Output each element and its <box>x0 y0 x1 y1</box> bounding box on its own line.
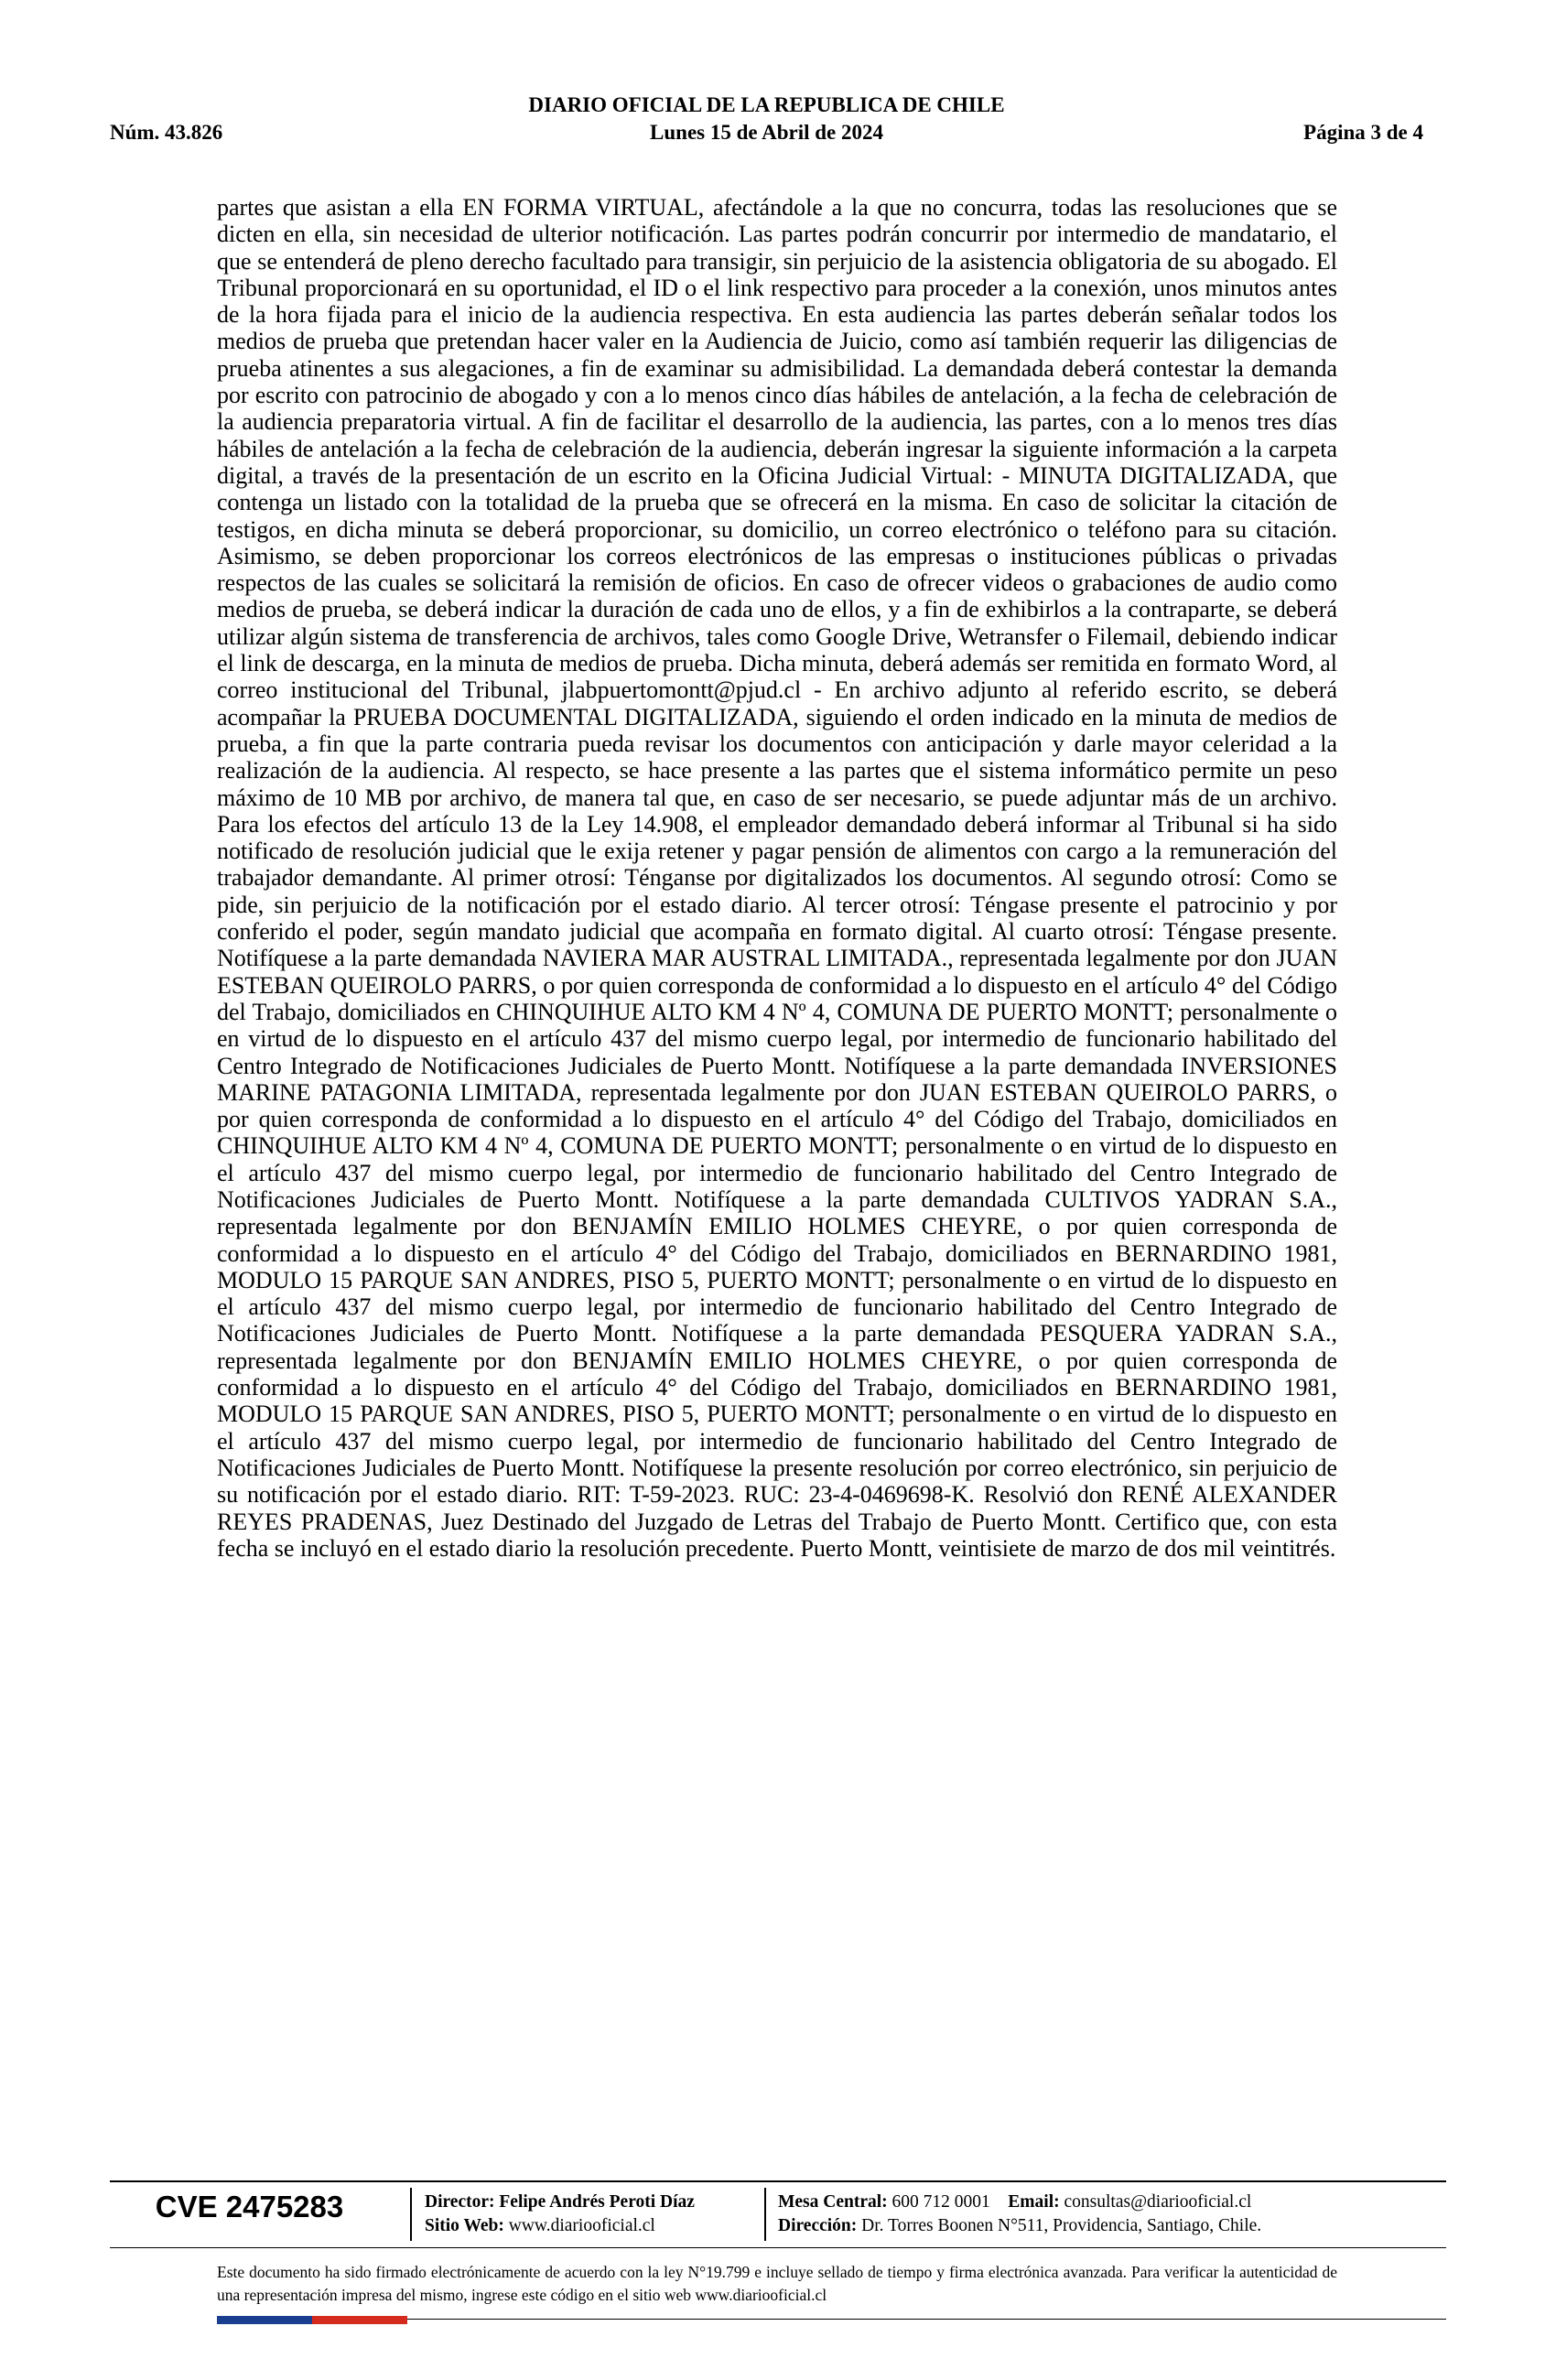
page-header <box>110 93 1423 148</box>
footer-divider-lower <box>110 2247 1446 2248</box>
flag-blue-segment <box>217 2316 312 2324</box>
footer-director-block <box>425 2191 695 2238</box>
website-link[interactable]: www.diariooficial.cl <box>508 2216 655 2235</box>
chile-flag-stripe <box>217 2316 407 2324</box>
footer-divider <box>110 2180 1446 2182</box>
cve-code: CVE 2475283 <box>155 2190 344 2223</box>
website-label: Sitio Web: <box>425 2216 504 2235</box>
director-label: Director: <box>425 2192 495 2212</box>
director-name: Felipe Andrés Peroti Díaz <box>499 2192 695 2212</box>
body-paragraph: partes que asistan a ella EN FORMA VIRTUAL, afectándole a la que no concurra, todas las resoluciones que se dicten en ella, sin necesidad de ulterior notificación. Las partes podrán concurrir por intermedio de mandatario, el que se entenderá de pleno derecho facultado para transigir, sin perjuicio de la asistencia obligatoria de su abogado. El Tribunal proporcionará en su oportunidad, el ID o el link respectivo para proceder a la conexión, unos minutos antes de la hora fijada para el inicio de la audiencia respectiva. En esta audiencia las partes deberán señalar todos los medios de prueba que pretendan hacer valer en la Audiencia de Juicio, como así también requerir las diligencias de prueba atinentes a sus alegaciones, a fin de examinar su admisibilidad. La demandada deberá contestar la demanda por escrito con patrocinio de abogado y con a lo menos cinco días hábiles de antelación, a la fecha de celebración de la audiencia preparatoria virtual. A fin de facilitar el desarrollo de la audiencia, las partes, con a lo menos tres días hábiles de antelación a la fecha de celebración de la audiencia, deberán ingresar la siguiente información a la carpeta digital, a través de la presentación de un escrito en la Oficina Judicial Virtual: - MINUTA DIGITALIZADA, que contenga un listado con la totalidad de la prueba que se ofrecerá en la misma. En caso de solicitar la citación de testigos, en dicha minuta se deberá proporcionar, su domicilio, un correo electrónico o teléfono para su citación. Asimismo, se deben proporcionar los correos electrónicos de las empresas o instituciones públicas o privadas respectos de las cuales se solicitará la remisión de oficios. En caso de ofrecer videos o grabaciones de audio como medios de prueba, se deberá indicar la duración de cada uno de ellos, y a fin de exhibirlos a la contraparte, se deberá utilizar algún sistema de transferencia de archivos, tales como Google Drive, Wetransfer o Filemail, debiendo indicar el link de descarga, en la minuta de medios de prueba. Dicha minuta, deberá además ser remitida en formato Word, al correo institucional del Tribunal, jlabpuertomontt@pjud.cl - En archivo adjunto al referido escrito, se deberá acompañar la PRUEBA DOCUMENTAL DIGITALIZADA, siguiendo el orden indicado en la minuta de medios de prueba, a fin que la parte contraria pueda revisar los documentos con anticipación y darle mayor celeridad a la realización de la audiencia. Al respecto, se hace presente a las partes que el sistema informático permite un peso máximo de 10 MB por archivo, de manera tal que, en caso de ser necesario, se puede adjuntar más de un archivo. Para los efectos del artículo 13 de la Ley 14.908, el empleador demandado deberá informar al Tribunal si ha sido notificado de resolución judicial que le exija retener y pagar pensión de alimentos con cargo a la remuneración del trabajador demandante. Al primer otrosí: Ténganse por digitalizados los documentos. Al segundo otrosí: Como se pide, sin perjuicio de la notificación por el estado diario. Al tercer otrosí: Téngase presente el patrocinio y por conferido el poder, según mandato judicial que acompaña en formato digital. Al cuarto otrosí: Téngase presente. Notifíquese a la parte demandada NAVIERA MAR AUSTRAL LIMITADA., representada legalmente por don JUAN ESTEBAN QUEIROLO PARRS, o por quien corresponda de conformidad a lo dispuesto en el artículo 4° del Código del Trabajo, domiciliados en CHINQUIHUE ALTO KM 4 Nº 4, COMUNA DE PUERTO MONTT; personalmente o en virtud de lo dispuesto en el artículo 437 del mismo cuerpo legal, por intermedio de funcionario habilitado del Centro Integrado de Notificaciones Judiciales de Puerto Montt. Notifíquese a la parte demandada INVERSIONES MARINE PATAGONIA LIMITADA, representada legalmente por don JUAN ESTEBAN QUEIROLO PARRS, o por quien corresponda de conformidad a lo dispuesto en el artículo 4° del Código del Trabajo, domiciliados en CHINQUIHUE ALTO KM 4 Nº 4, COMUNA DE PUERTO MONTT; personalmente o en virtud de lo dispuesto en el artículo 437 del mismo cuerpo legal, por intermedio de funcionario habilitado del Centro Integrado de Notificaciones Judiciales de Puerto Montt. Notifíquese a la parte demandada CULTIVOS YADRAN S.A., representada legalmente por don BENJAMÍN EMILIO HOLMES CHEYRE, o por quien corresponda de conformidad a lo dispuesto en el artículo 4° del Código del Trabajo, domiciliados en BERNARDINO 1981, MODULO 15 PARQUE SAN ANDRES, PISO 5, PUERTO MONTT; personalmente o en virtud de lo dispuesto en el artículo 437 del mismo cuerpo legal, por intermedio de funcionario habilitado del Centro Integrado de Notificaciones Judiciales de Puerto Montt. Notifíquese a la parte demandada PESQUERA YADRAN S.A., representada legalmente por don BENJAMÍN EMILIO HOLMES CHEYRE, o por quien corresponda de conformidad a lo dispuesto en el artículo 4° del Código del Trabajo, domiciliados en BERNARDINO 1981, MODULO 15 PARQUE SAN ANDRES, PISO 5, PUERTO MONTT; personalmente o en virtud de lo dispuesto en el artículo 437 del mismo cuerpo legal, por intermedio de funcionario habilitado del Centro Integrado de Notificaciones Judiciales de Puerto Montt. Notifíquese la presente resolución por correo electrónico, sin perjuicio de su notificación por el estado diario. RIT: T-59-2023. RUC: 23-4-0469698-K. Resolvió don RENÉ ALEXANDER REYES PRADENAS, Juez Destinado del Juzgado de Letras del Trabajo de Puerto Montt. Certifico que, con esta fecha se incluyó en el estado diario la resolución precedente. Puerto Montt, veintisiete de marzo de dos mil veintitrés. <box>217 194 1337 1562</box>
page-number: Página 3 de 4 <box>1303 121 1423 144</box>
issue-date: Lunes 15 de Abril de 2024 <box>650 121 883 144</box>
footer-separator <box>410 2188 412 2241</box>
issue-number: Núm. 43.826 <box>110 121 223 144</box>
phone-label: Mesa Central: <box>778 2192 888 2212</box>
footer-contact-block <box>778 2191 1261 2238</box>
newspaper-title: DIARIO OFICIAL DE LA REPUBLICA DE CHILE <box>528 93 1005 116</box>
legal-notice: Este documento ha sido firmado electrónicamente de acuerdo con la ley N°19.799 e incluye sellado de tiempo y firma electrónica avanzada. Para verificar la autenticidad de una representación impresa del mismo, ingrese este código en el sitio web www.diariooficial.cl <box>217 2263 1337 2304</box>
email-link[interactable]: consultas@diariooficial.cl <box>1064 2192 1252 2212</box>
email-label: Email: <box>1008 2192 1060 2212</box>
address-value: Dr. Torres Boonen N°511, Providencia, Santiago, Chile. <box>861 2216 1262 2235</box>
phone-value: 600 712 0001 <box>891 2192 990 2212</box>
address-label: Dirección: <box>778 2216 858 2235</box>
flag-red-segment <box>312 2316 407 2324</box>
footer-separator <box>764 2188 766 2241</box>
